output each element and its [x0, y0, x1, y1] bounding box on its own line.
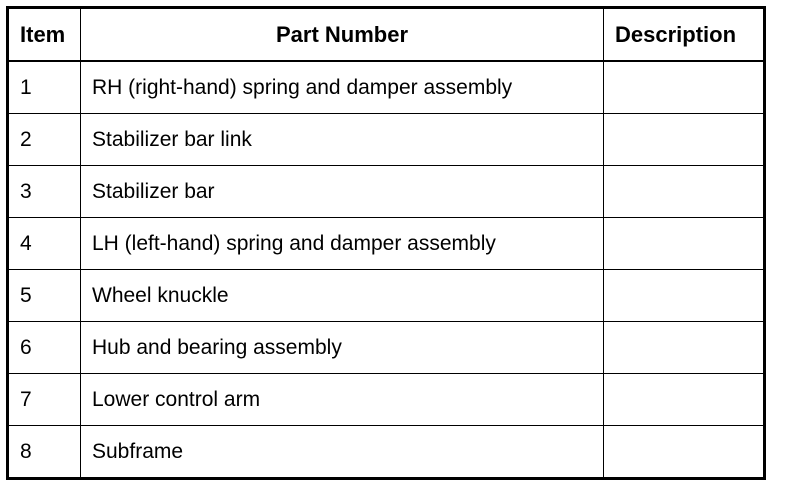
- item-cell: 7: [8, 374, 81, 426]
- header-description: Description: [604, 8, 765, 62]
- item-cell: 5: [8, 270, 81, 322]
- part-number-cell: LH (left-hand) spring and damper assembly: [81, 218, 604, 270]
- table-row: [8, 114, 765, 166]
- table-row: [8, 218, 765, 270]
- description-cell: [604, 270, 765, 322]
- part-number-cell: Stabilizer bar link: [81, 114, 604, 166]
- item-cell: 6: [8, 322, 81, 374]
- part-number-cell: Lower control arm: [81, 374, 604, 426]
- description-cell: [604, 374, 765, 426]
- table-row: [8, 270, 765, 322]
- part-number-cell: Wheel knuckle: [81, 270, 604, 322]
- description-cell: [604, 218, 765, 270]
- part-number-cell: Stabilizer bar: [81, 166, 604, 218]
- table-row: [8, 166, 765, 218]
- part-number-cell: RH (right-hand) spring and damper assembly: [81, 61, 604, 114]
- table-header-row: [8, 8, 765, 62]
- part-number-cell: Subframe: [81, 426, 604, 479]
- part-number-cell: Hub and bearing assembly: [81, 322, 604, 374]
- table-row: [8, 61, 765, 114]
- description-cell: [604, 426, 765, 479]
- description-cell: [604, 166, 765, 218]
- header-item: Item: [8, 8, 81, 62]
- table-row: [8, 322, 765, 374]
- parts-table: [6, 6, 766, 480]
- description-cell: [604, 322, 765, 374]
- item-cell: 2: [8, 114, 81, 166]
- table-row: [8, 374, 765, 426]
- item-cell: 1: [8, 61, 81, 114]
- description-cell: [604, 114, 765, 166]
- table-row: [8, 426, 765, 479]
- description-cell: [604, 61, 765, 114]
- item-cell: 4: [8, 218, 81, 270]
- header-part-number: Part Number: [81, 8, 604, 62]
- item-cell: 3: [8, 166, 81, 218]
- item-cell: 8: [8, 426, 81, 479]
